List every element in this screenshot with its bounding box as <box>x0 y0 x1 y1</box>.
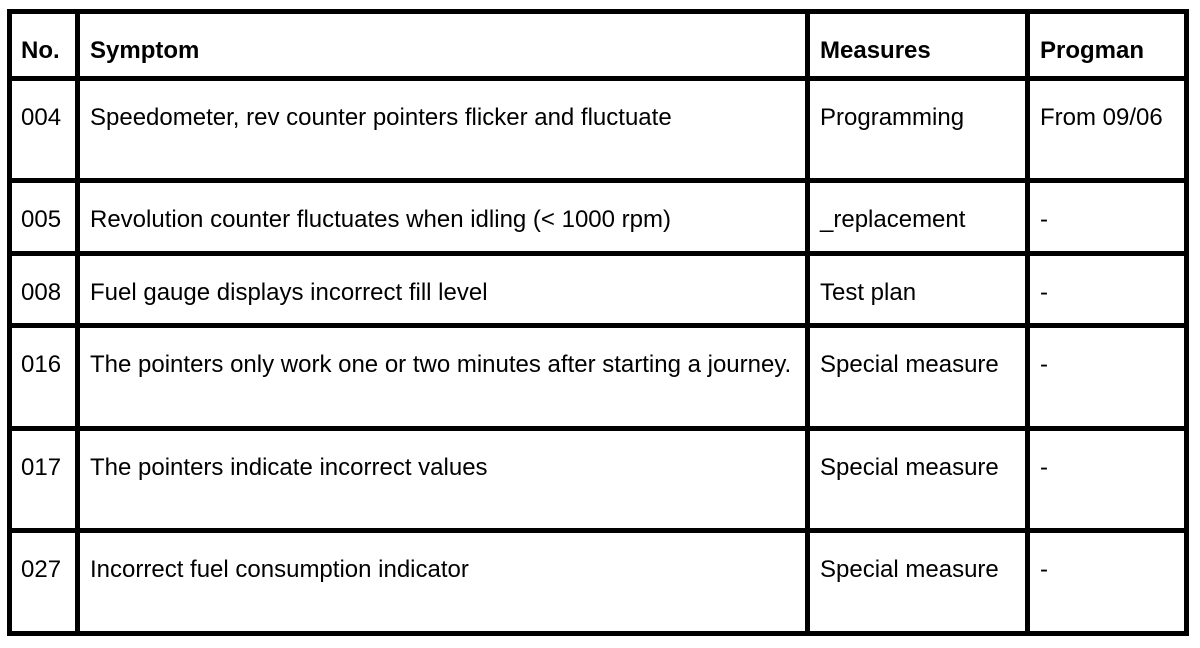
cell-progman: - <box>1030 533 1189 636</box>
cell-progman: - <box>1030 328 1189 431</box>
cell-progman: - <box>1030 256 1189 328</box>
cell-symptom: Incorrect fuel consumption indicator <box>80 533 810 636</box>
table-row <box>12 431 1189 533</box>
cell-symptom: Revolution counter fluctuates when idling (< 1000 rpm) <box>80 183 810 256</box>
cell-no: 027 <box>12 533 80 636</box>
cell-measures: _replacement <box>810 183 1030 256</box>
table-row <box>12 328 1189 431</box>
table-header-row <box>12 14 1189 81</box>
cell-symptom: Fuel gauge displays incorrect fill level <box>80 256 810 328</box>
cell-symptom: The pointers only work one or two minutes after starting a journey. <box>80 328 810 431</box>
cell-measures: Special measure <box>810 328 1030 431</box>
cell-progman: - <box>1030 431 1189 533</box>
cell-symptom: Speedometer, rev counter pointers flicker and fluctuate <box>80 81 810 183</box>
header-no: No. <box>12 14 80 81</box>
cell-measures: Special measure <box>810 533 1030 636</box>
cell-no: 016 <box>12 328 80 431</box>
table-row <box>12 256 1189 328</box>
cell-no: 017 <box>12 431 80 533</box>
header-measures: Measures <box>810 14 1030 81</box>
cell-no: 008 <box>12 256 80 328</box>
cell-progman: From 09/06 <box>1030 81 1189 183</box>
cell-symptom: The pointers indicate incorrect values <box>80 431 810 533</box>
header-progman: Progman <box>1030 14 1189 81</box>
table-row <box>12 533 1189 636</box>
cell-measures: Programming <box>810 81 1030 183</box>
cell-measures: Special measure <box>810 431 1030 533</box>
cell-measures: Test plan <box>810 256 1030 328</box>
symptom-table <box>7 9 1189 636</box>
cell-no: 004 <box>12 81 80 183</box>
table-row <box>12 183 1189 256</box>
cell-no: 005 <box>12 183 80 256</box>
table-row <box>12 81 1189 183</box>
header-symptom: Symptom <box>80 14 810 81</box>
cell-progman: - <box>1030 183 1189 256</box>
